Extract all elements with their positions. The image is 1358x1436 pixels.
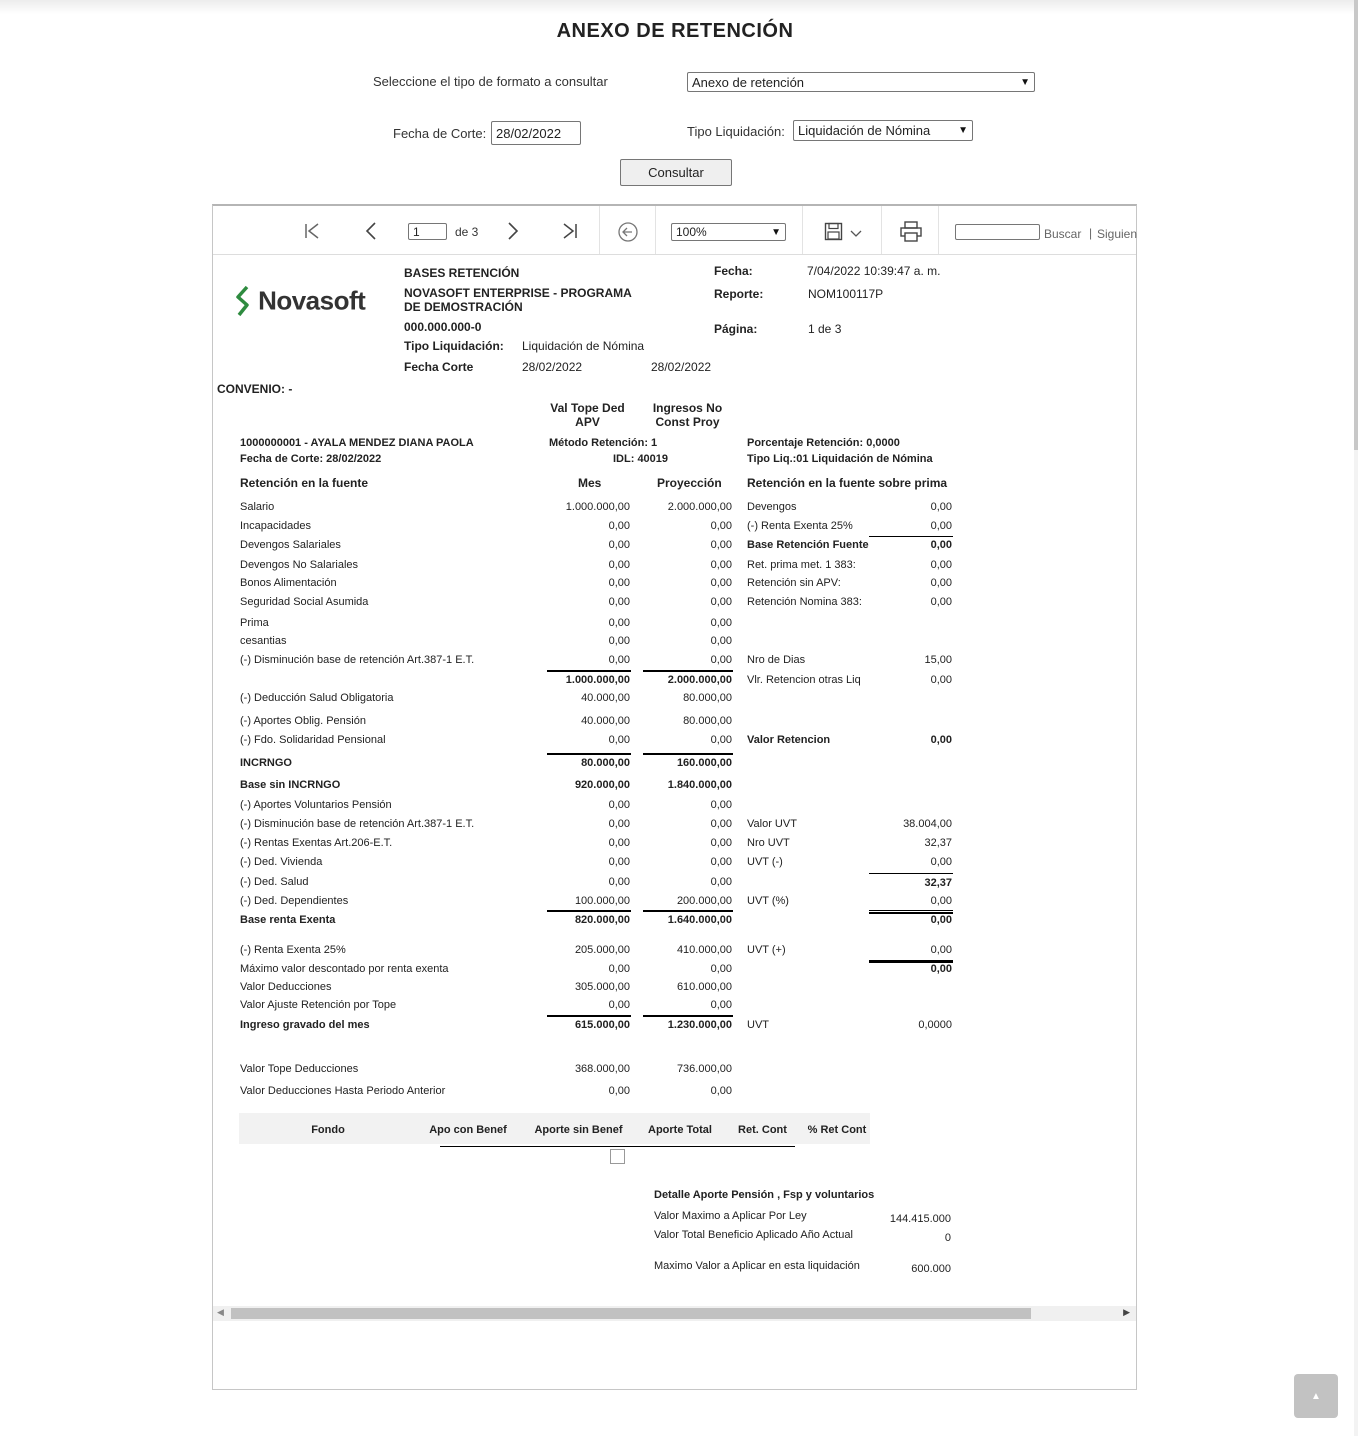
row-mes-value: 0,00 — [608, 1085, 630, 1097]
idl: IDL: 40019 — [613, 453, 669, 465]
back-to-top-button[interactable] — [1294, 1374, 1338, 1418]
novasoft-logo-text: Novasoft — [258, 285, 366, 316]
row-mes-value: 0,00 — [608, 856, 630, 868]
row-mes-value: 0,00 — [608, 617, 630, 629]
detalle-row-value: 0 — [944, 1232, 951, 1244]
format-select-value: Anexo de retención — [692, 74, 805, 90]
last-page-icon[interactable] — [561, 222, 579, 240]
format-label: Seleccione el tipo de formato a consultar — [373, 74, 608, 89]
row-proyeccion-value: 1.840.000,00 — [667, 779, 732, 791]
row-proyeccion-value: 410.000,00 — [676, 944, 732, 956]
report-viewer — [212, 204, 1137, 1390]
toolbar-divider — [802, 206, 803, 254]
row-label: Ingreso gravado del mes — [240, 1019, 370, 1031]
company-name-line2: DE DEMOSTRACIÓN — [404, 300, 523, 314]
fondo-col-header: Fondo — [311, 1124, 345, 1136]
row-proyeccion-value: 1.230.000,00 — [667, 1019, 732, 1031]
row-label: Devengos No Salariales — [240, 559, 359, 571]
row-mes-value: 920.000,00 — [574, 779, 630, 791]
row-proyeccion-value: 200.000,00 — [676, 895, 732, 907]
row-mes-value: 0,00 — [608, 963, 630, 975]
save-icon[interactable] — [824, 222, 843, 241]
row-mes-value: 0,00 — [608, 799, 630, 811]
right-subtotal-rule — [869, 873, 953, 874]
row-mes-value: 0,00 — [608, 734, 630, 746]
fondo-checkbox[interactable] — [610, 1149, 625, 1164]
pagina-value: 1 de 3 — [808, 322, 842, 336]
page-title: ANEXO DE RETENCIÓN — [556, 20, 794, 42]
right-subtotal-rule — [869, 536, 953, 537]
detalle-row-label: Maximo Valor a Aplicar en esta liquidación — [654, 1260, 860, 1272]
row-proyeccion-value: 0,00 — [710, 818, 732, 830]
row-proyeccion-value: 1.640.000,00 — [667, 914, 732, 926]
report-heading: BASES RETENCIÓN — [404, 266, 520, 280]
row-mes-value: 80.000,00 — [581, 757, 630, 769]
consultar-button[interactable]: Consultar — [620, 159, 732, 186]
row-proyeccion-value: 0,00 — [710, 577, 732, 589]
zoom-value: 100% — [676, 225, 707, 239]
row-mes-value: 40.000,00 — [581, 692, 630, 704]
row-proyeccion-value: 736.000,00 — [676, 1063, 732, 1075]
horizontal-scrollbar-thumb[interactable] — [231, 1308, 1031, 1319]
right-row-label: UVT (+) — [747, 944, 786, 956]
detalle-row-label: Valor Total Beneficio Aplicado Año Actual — [654, 1229, 853, 1241]
row-label: Devengos Salariales — [240, 539, 341, 551]
row-label: Seguridad Social Asumida — [240, 596, 369, 608]
row-label: (-) Aportes Voluntarios Pensión — [240, 799, 392, 811]
row-label: Valor Ajuste Retención por Tope — [240, 999, 397, 1011]
tipo-liquidacion-value: Liquidación de Nómina — [522, 339, 645, 353]
row-mes-value: 0,00 — [608, 876, 630, 888]
fecha-value: 7/04/2022 10:39:47 a. m. — [807, 264, 941, 278]
chevron-down-icon: ▼ — [1020, 76, 1030, 88]
scroll-left-icon[interactable]: ◀ — [217, 1307, 224, 1317]
row-mes-value: 0,00 — [608, 999, 630, 1011]
row-proyeccion-value: 610.000,00 — [676, 981, 732, 993]
row-mes-value: 1.000.000,00 — [565, 501, 630, 513]
row-label: Valor Tope Deducciones — [240, 1063, 359, 1075]
porcentaje-retencion: Porcentaje Retención: 0,0000 — [747, 437, 900, 449]
row-mes-value: 305.000,00 — [574, 981, 630, 993]
back-icon[interactable] — [617, 221, 639, 243]
row-proyeccion-value: 0,00 — [710, 1085, 732, 1097]
right-row-value: 0,00 — [930, 520, 952, 532]
right-row-value: 0,0000 — [918, 1019, 952, 1031]
row-mes-value: 40.000,00 — [581, 715, 630, 727]
fecha-corte-label: Fecha de Corte: — [393, 126, 487, 141]
horizontal-scrollbar[interactable] — [213, 1306, 1136, 1321]
right-row-value: 0,00 — [930, 944, 952, 956]
right-row-value: 0,00 — [930, 856, 952, 868]
col-proyeccion: Proyección — [657, 476, 722, 490]
page-count: de 3 — [455, 225, 479, 239]
tipo-liquidacion-label: Tipo Liquidación: — [404, 339, 504, 353]
col-tope-line2: APV — [575, 415, 600, 429]
subtotal-rule — [643, 753, 733, 755]
row-label: (-) Fdo. Solidaridad Pensional — [240, 734, 386, 746]
right-row-label: (-) Renta Exenta 25% — [747, 520, 853, 532]
row-label: Valor Deducciones — [240, 981, 332, 993]
search-input[interactable] — [955, 224, 1040, 240]
chevron-down-icon: ▼ — [958, 125, 968, 136]
detalle-title: Detalle Aporte Pensión , Fsp y voluntarios — [654, 1189, 875, 1201]
right-row-label: Devengos — [747, 501, 797, 513]
row-label: Incapacidades — [240, 520, 311, 532]
report-page — [213, 255, 1136, 1305]
first-page-icon[interactable] — [303, 222, 321, 240]
right-row-label: Valor Retencion — [747, 734, 831, 746]
employee-fecha-corte: Fecha de Corte: 28/02/2022 — [240, 453, 382, 465]
right-row-value: 0,00 — [930, 734, 952, 746]
row-label: Bonos Alimentación — [240, 577, 337, 589]
print-icon[interactable] — [900, 221, 922, 242]
convenio: CONVENIO: - — [217, 382, 293, 396]
toolbar-divider — [881, 206, 882, 254]
right-row-value: 0,00 — [930, 895, 952, 907]
fecha-corte-value-2: 28/02/2022 — [651, 360, 712, 374]
row-proyeccion-value: 0,00 — [710, 856, 732, 868]
row-label: Valor Deducciones Hasta Periodo Anterior — [240, 1085, 446, 1097]
pagina-label: Página: — [714, 322, 758, 336]
page-scrollbar[interactable] — [1354, 0, 1358, 1436]
row-mes-value: 0,00 — [608, 520, 630, 532]
row-mes-value: 1.000.000,00 — [565, 674, 630, 686]
row-label: INCRNGO — [240, 757, 292, 769]
fondo-col-header: Apo con Benef — [429, 1124, 507, 1136]
subtotal-rule — [547, 670, 631, 672]
company-name-line1: NOVASOFT ENTERPRISE - PROGRAMA — [404, 286, 632, 300]
row-mes-value: 0,00 — [608, 654, 630, 666]
right-row-value: 0,00 — [930, 596, 952, 608]
row-mes-value: 0,00 — [608, 559, 630, 571]
right-row-label: Retención sin APV: — [747, 577, 841, 589]
row-mes-value: 0,00 — [608, 577, 630, 589]
right-row-label: Vlr. Retencion otras Liq — [747, 674, 861, 686]
row-proyeccion-value: 2.000.000,00 — [667, 674, 732, 686]
right-subtotal-rule — [869, 910, 953, 911]
right-row-label: Nro UVT — [747, 837, 790, 849]
row-label: (-) Disminución base de retención Art.387-1 E.T. — [240, 818, 475, 830]
row-mes-value: 0,00 — [608, 635, 630, 647]
right-row-value: 38.004,00 — [903, 818, 952, 830]
tipo-liq-employee: Tipo Liq.:01 Liquidación de Nómina — [747, 453, 933, 465]
caret-up-icon: ▲ — [1311, 1390, 1321, 1402]
detalle-row-label: Valor Maximo a Aplicar Por Ley — [654, 1210, 807, 1222]
toolbar-divider — [938, 206, 939, 254]
right-row-label: Valor UVT — [747, 818, 797, 830]
row-proyeccion-value: 0,00 — [710, 617, 732, 629]
link-divider: | — [1089, 226, 1093, 240]
fecha-corte-value: 28/02/2022 — [522, 360, 583, 374]
right-row-value: 0,00 — [930, 914, 952, 926]
row-label: Base renta Exenta — [240, 914, 336, 926]
row-mes-value: 615.000,00 — [574, 1019, 630, 1031]
col-ingresos-line2: Const Proy — [655, 415, 720, 429]
row-mes-value: 820.000,00 — [574, 914, 630, 926]
col-mes: Mes — [578, 476, 602, 490]
report-toolbar — [213, 206, 1136, 255]
chevron-down-icon: ▼ — [771, 226, 781, 238]
right-row-value: 0,00 — [930, 577, 952, 589]
scroll-right-icon[interactable]: ▶ — [1123, 1307, 1130, 1317]
row-proyeccion-value: 0,00 — [710, 520, 732, 532]
zoom-select[interactable] — [671, 223, 786, 241]
row-mes-value: 368.000,00 — [574, 1063, 630, 1075]
row-proyeccion-value: 0,00 — [710, 559, 732, 571]
page-number-input[interactable]: 1 — [408, 223, 447, 240]
prev-page-icon[interactable] — [363, 222, 379, 240]
row-label: (-) Disminución base de retención Art.387-1 E.T. — [240, 654, 475, 666]
fondo-col-header: Ret. Cont — [738, 1124, 787, 1136]
subtotal-rule — [643, 910, 733, 912]
company-nit: 000.000.000-0 — [404, 320, 482, 334]
row-proyeccion-value: 0,00 — [710, 596, 732, 608]
row-label: (-) Ded. Dependientes — [240, 895, 349, 907]
toolbar-divider — [655, 206, 656, 254]
fecha-corte-input[interactable]: 28/02/2022 — [491, 121, 581, 145]
subtotal-rule — [643, 670, 733, 672]
right-row-value: 32,37 — [924, 877, 952, 889]
row-proyeccion-value: 0,00 — [710, 963, 732, 975]
reporte-value: NOM100117P — [808, 287, 884, 301]
row-label: (-) Aportes Oblig. Pensión — [240, 715, 366, 727]
metodo-retencion: Método Retención: 1 — [549, 437, 658, 449]
row-mes-value: 0,00 — [608, 596, 630, 608]
page-scrollbar-thumb[interactable] — [1354, 0, 1358, 450]
col-ingresos-line1: Ingresos No — [652, 401, 723, 415]
row-label: (-) Ded. Salud — [240, 876, 309, 888]
right-row-value: 0,00 — [930, 963, 952, 975]
detalle-row-value: 144.415.000 — [889, 1213, 951, 1225]
detalle-row-value: 600.000 — [911, 1263, 951, 1275]
reporte-label: Reporte: — [714, 287, 764, 301]
right-row-label: Ret. prima met. 1 383: — [747, 559, 856, 571]
format-select[interactable] — [687, 72, 1035, 92]
section-retencion-fuente: Retención en la fuente — [240, 476, 369, 490]
row-mes-value: 0,00 — [608, 818, 630, 830]
buscar-link[interactable]: Buscar — [1044, 227, 1082, 241]
row-label: Base sin INCRNGO — [240, 779, 341, 791]
right-row-label: UVT (-) — [747, 856, 783, 868]
novasoft-logo — [233, 285, 365, 317]
fecha-corte-label: Fecha Corte — [404, 360, 474, 374]
section-retencion-prima: Retención en la fuente sobre prima — [747, 476, 948, 490]
subtotal-rule — [547, 753, 631, 755]
novasoft-logo-icon — [233, 285, 255, 317]
row-proyeccion-value: 0,00 — [710, 734, 732, 746]
subtotal-rule — [643, 1015, 733, 1017]
right-row-label: UVT — [747, 1019, 769, 1031]
row-proyeccion-value: 0,00 — [710, 837, 732, 849]
fecha-label: Fecha: — [714, 264, 753, 278]
right-row-value: 0,00 — [930, 501, 952, 513]
row-label: (-) Rentas Exentas Art.206-E.T. — [240, 837, 393, 849]
right-row-value: 0,00 — [930, 559, 952, 571]
employee-name: 1000000001 - AYALA MENDEZ DIANA PAOLA — [240, 437, 474, 449]
right-row-label: UVT (%) — [747, 895, 789, 907]
right-subtotal-rule — [869, 912, 953, 914]
right-row-label: Base Retención Fuente — [747, 539, 869, 551]
top-shadow — [0, 0, 1358, 14]
right-row-label: Retención Nomina 383: — [747, 596, 862, 608]
row-proyeccion-value: 0,00 — [710, 539, 732, 551]
tipo-liquidacion-value: Liquidación de Nómina — [798, 123, 931, 138]
fondo-col-header: Aporte Total — [648, 1124, 712, 1136]
right-row-value: 15,00 — [924, 654, 952, 666]
row-proyeccion-value: 0,00 — [710, 799, 732, 811]
row-mes-value: 100.000,00 — [574, 895, 630, 907]
row-mes-value: 205.000,00 — [574, 944, 630, 956]
row-proyeccion-value: 80.000,00 — [683, 692, 732, 704]
fondo-col-header: % Ret Cont — [807, 1124, 867, 1136]
tipo-liquidacion-label: Tipo Liquidación: — [687, 124, 785, 139]
row-mes-value: 0,00 — [608, 539, 630, 551]
row-mes-value: 0,00 — [608, 837, 630, 849]
row-label: Máximo valor descontado por renta exenta — [240, 963, 449, 975]
row-label: Salario — [240, 501, 275, 513]
next-page-icon[interactable] — [505, 222, 521, 240]
right-row-value: 32,37 — [924, 837, 952, 849]
siguiente-link[interactable]: Siguien — [1097, 227, 1138, 241]
right-row-value: 0,00 — [930, 539, 952, 551]
row-proyeccion-value: 0,00 — [710, 654, 732, 666]
row-proyeccion-value: 0,00 — [710, 635, 732, 647]
toolbar-divider — [599, 206, 600, 254]
right-row-value: 0,00 — [930, 674, 952, 686]
chevron-down-icon[interactable] — [850, 230, 862, 238]
row-label: (-) Ded. Vivienda — [240, 856, 323, 868]
right-subtotal-rule — [869, 961, 953, 963]
row-proyeccion-value: 0,00 — [710, 876, 732, 888]
row-label: (-) Deducción Salud Obligatoria — [240, 692, 394, 704]
row-proyeccion-value: 0,00 — [710, 999, 732, 1011]
row-label: (-) Renta Exenta 25% — [240, 944, 346, 956]
row-proyeccion-value: 80.000,00 — [683, 715, 732, 727]
tipo-liquidacion-select[interactable] — [793, 120, 973, 141]
subtotal-rule — [547, 910, 631, 912]
subtotal-rule — [547, 1015, 631, 1017]
fondo-col-header: Aporte sin Benef — [534, 1124, 623, 1136]
right-row-label: Nro de Dias — [747, 654, 806, 666]
row-label: cesantias — [240, 635, 287, 647]
row-proyeccion-value: 160.000,00 — [676, 757, 732, 769]
row-proyeccion-value: 2.000.000,00 — [667, 501, 732, 513]
col-tope-line1: Val Tope Ded — [550, 401, 625, 415]
row-label: Prima — [240, 617, 269, 629]
fondo-table-rule — [440, 1146, 795, 1147]
